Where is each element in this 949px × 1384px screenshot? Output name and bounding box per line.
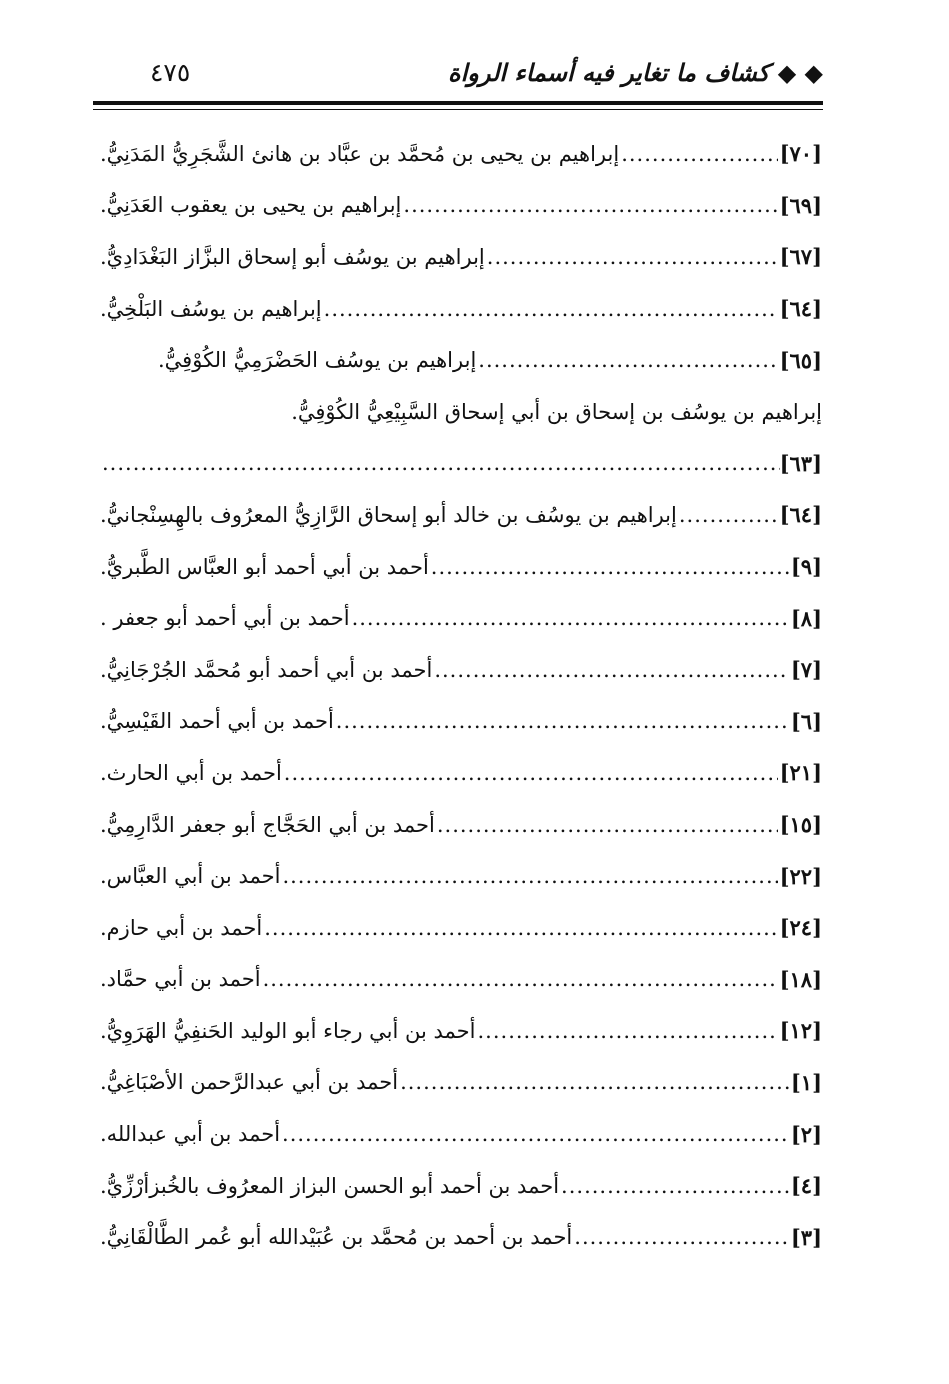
- entry-name: إبراهيم بن يوسُف البَلْخِيُّ.: [100, 296, 322, 321]
- index-entry: [100, 334, 822, 386]
- index-entry: [100, 1005, 822, 1057]
- index-entry: [100, 644, 822, 696]
- header-rule-thin: [93, 109, 823, 110]
- entry-ref: [٢١]: [779, 760, 822, 786]
- index-entry: [100, 1057, 822, 1109]
- index-entry: [100, 850, 822, 902]
- dot-leader: [621, 142, 777, 166]
- dot-leader: [434, 658, 789, 682]
- index-entry: [100, 180, 822, 232]
- entry-name: إبراهيم بن يحيى بن يعقوب العَدَنِيُّ.: [100, 193, 402, 218]
- index-entry: [100, 696, 822, 748]
- running-title: ◆ ◆ كشاف ما تغاير فيه أسماء الرواة: [448, 58, 823, 87]
- entry-name: إبراهيم بن يوسُف بن خالد أبو إسحاق الرَّازِيُّ المعرُوف بالهِسِنْجانيُّ.: [100, 502, 677, 527]
- entry-ref: [١٢]: [779, 1018, 822, 1044]
- entry-name: أحمد بن أبي حازم.: [100, 915, 263, 940]
- entry-ref: [٣]: [790, 1224, 822, 1250]
- entry-name: إبراهيم بن يوسُف الحَضْرَمِيُّ الكُوْفِيُّ.: [158, 348, 477, 373]
- entry-name: أحمد بن أبي العبَّاس.: [100, 864, 281, 889]
- entry-name: أحمد بن أبي أحمد أبو العبَّاس الطَّبريُّ.: [100, 554, 429, 579]
- dot-leader: [679, 503, 778, 527]
- entry-ref: [٦٤]: [779, 502, 822, 528]
- index-entry: [100, 902, 822, 954]
- dot-leader: [478, 1019, 778, 1043]
- dot-leader: [102, 451, 780, 475]
- dot-leader: [437, 813, 778, 837]
- entry-ref: [٢]: [790, 1121, 822, 1147]
- dot-leader: [263, 967, 778, 991]
- dot-leader: [561, 1174, 789, 1198]
- entry-ref: [٦٣]: [779, 450, 822, 476]
- index-entry: [100, 1211, 822, 1263]
- entry-ref: [٤]: [790, 1173, 822, 1199]
- index-entry-continuation: [100, 438, 822, 490]
- index-entry: [100, 541, 822, 593]
- index-entry: [100, 386, 822, 438]
- page-header: [95, 52, 823, 92]
- entry-ref: [٦٩]: [779, 192, 822, 218]
- dot-leader: [284, 761, 778, 785]
- entry-name: أحمد بن أحمد بن مُحمَّد بن عُبَيْدالله أبو عُمر الطَّالْقَانِيُّ.: [100, 1225, 573, 1250]
- entry-name: أحمد بن أبي عبدالرَّحمن الأصْبَاغِيُّ.: [100, 1070, 399, 1095]
- dot-leader: [336, 709, 789, 733]
- entry-name: أحمد بن أبي الحارث.: [100, 760, 282, 785]
- index-entry: [100, 489, 822, 541]
- dot-leader: [431, 555, 789, 579]
- dot-leader: [282, 1122, 789, 1146]
- dot-leader: [324, 297, 778, 321]
- index-entry: [100, 1108, 822, 1160]
- index-entry: [100, 1160, 822, 1212]
- entry-name: إبراهيم بن يحيى بن مُحمَّد بن عبَّاد بن هانئ الشَّجَرِيُّ المَدَنِيُّ.: [100, 141, 620, 166]
- dot-leader: [352, 606, 789, 630]
- entry-ref: [٩]: [790, 554, 822, 580]
- entry-ref: [٦]: [790, 708, 822, 734]
- dot-leader: [574, 1225, 789, 1249]
- index-entry: [100, 283, 822, 335]
- header-rule-thick: [93, 101, 823, 105]
- entry-ref: [٧٠]: [779, 141, 822, 167]
- entry-ref: [٧]: [790, 657, 822, 683]
- dot-leader: [282, 864, 777, 888]
- entry-name: أحمد بن أبي عبدالله.: [100, 1122, 281, 1147]
- dot-leader: [487, 245, 778, 269]
- dot-leader: [400, 1070, 789, 1094]
- entry-name: أحمد بن أبي الحَجَّاج أبو جعفر الدَّارِمِيُّ.: [100, 812, 435, 837]
- page-number: ٤٧٥: [150, 58, 191, 87]
- index-entries: [100, 128, 822, 1263]
- index-entry: [100, 747, 822, 799]
- dot-leader: [403, 193, 777, 217]
- index-entry: [100, 128, 822, 180]
- entry-name: أحمد بن أبي رجاء أبو الوليد الحَنفِيُّ الهَرَوِيُّ.: [100, 1018, 476, 1043]
- entry-ref: [٢٢]: [779, 863, 822, 889]
- entry-name: أحمد بن أبي أحمد القَيْسِيُّ.: [100, 709, 334, 734]
- index-entry: [100, 231, 822, 283]
- entry-name: إبراهيم بن يوسُف بن إسحاق بن أبي إسحاق السَّبِيْعِيُّ الكُوْفِيُّ.: [291, 399, 822, 424]
- entry-ref: [٨]: [790, 605, 822, 631]
- dot-leader: [264, 916, 777, 940]
- entry-ref: [٦٥]: [779, 347, 822, 373]
- entry-ref: [٦٧]: [779, 244, 822, 270]
- entry-ref: [١٨]: [779, 966, 822, 992]
- index-entry: [100, 954, 822, 1006]
- entry-name: أحمد بن أحمد أبو الحسن البزاز المعرُوف بالخُبزأرْزِّيُّ.: [100, 1173, 560, 1198]
- index-entry: [100, 592, 822, 644]
- entry-ref: [٢٤]: [779, 915, 822, 941]
- entry-ref: [١٥]: [779, 812, 822, 838]
- entry-ref: [٦٤]: [779, 296, 822, 322]
- entry-name: أحمد بن أبي أحمد أبو جعفر .: [100, 606, 350, 631]
- entry-name: إبراهيم بن يوسُف أبو إسحاق البزَّاز البَغْدَادِيُّ.: [100, 244, 485, 269]
- entry-name: أحمد بن أبي أحمد أبو مُحمَّد الجُرْجَانِيُّ.: [100, 657, 433, 682]
- index-entry: [100, 799, 822, 851]
- dot-leader: [478, 348, 777, 372]
- entry-ref: [١]: [790, 1069, 822, 1095]
- entry-name: أحمد بن أبي حمَّاد.: [100, 967, 261, 992]
